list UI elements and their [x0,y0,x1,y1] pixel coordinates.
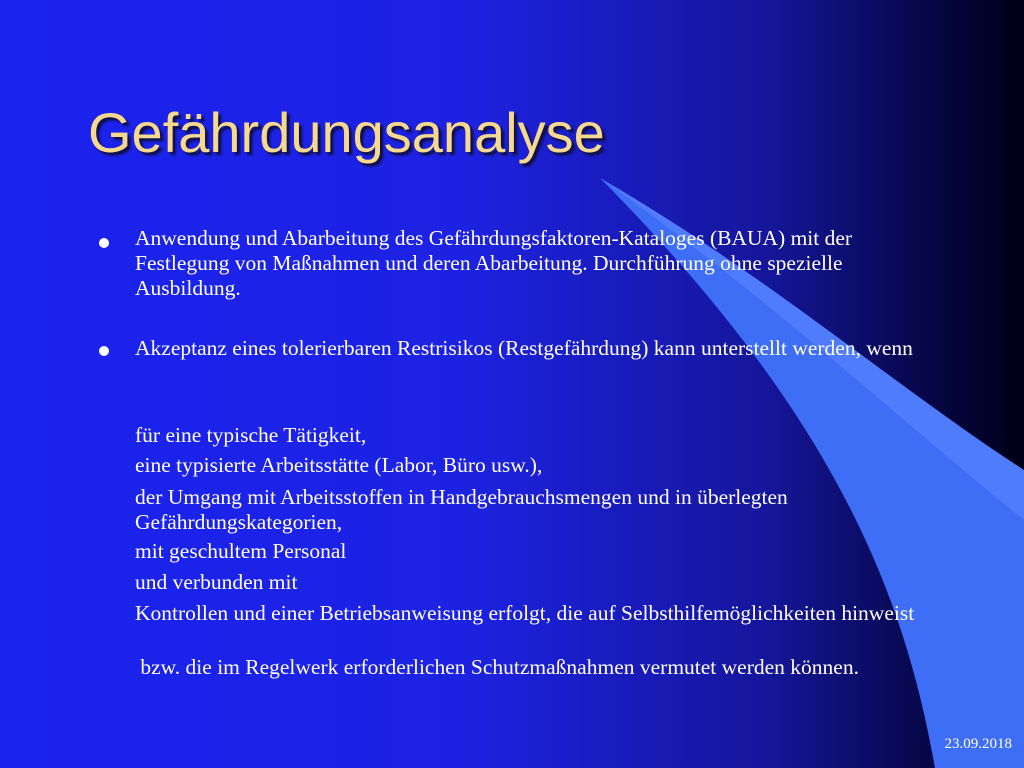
bullet-1-dot [99,238,109,248]
slide-date: 23.09.2018 [944,736,1012,752]
line-workplace: eine typisierte Arbeitsstätte (Labor, Büro usw.), [135,453,543,477]
bullet-2-text: Akzeptanz eines tolerierbaren Restrisikos (Restgefährdung) kann unterstellt werden, wenn [135,336,913,360]
line-combined-with: und verbunden mit [135,570,298,594]
bullet-1-text: Anwendung und Abarbeitung des Gefährdungsfaktoren-Kataloges (BAUA) mit der Festlegung von Maßnahmen und deren Abarbeitung. Durchführung ohne spezielle Ausbildung. [135,226,853,300]
line-protective-measures: bzw. die im Regelwerk erforderlichen Schutzmaßnahmen vermutet werden können. [135,655,859,679]
line-handling-substances: der Umgang mit Arbeitsstoffen in Handgebrauchsmengen und in überlegten Gefährdungskategorien, [135,485,788,534]
line-typical-activity: für eine typische Tätigkeit, [135,423,367,447]
bullet-2-dot [99,346,109,356]
line-trained-staff: mit geschultem Personal [135,539,347,563]
line-controls: Kontrollen und einer Betriebsanweisung erfolgt, die auf Selbsthilfemöglichkeiten hinweist [135,601,915,625]
slide-title: Gefährdungsanalyse [88,101,605,164]
